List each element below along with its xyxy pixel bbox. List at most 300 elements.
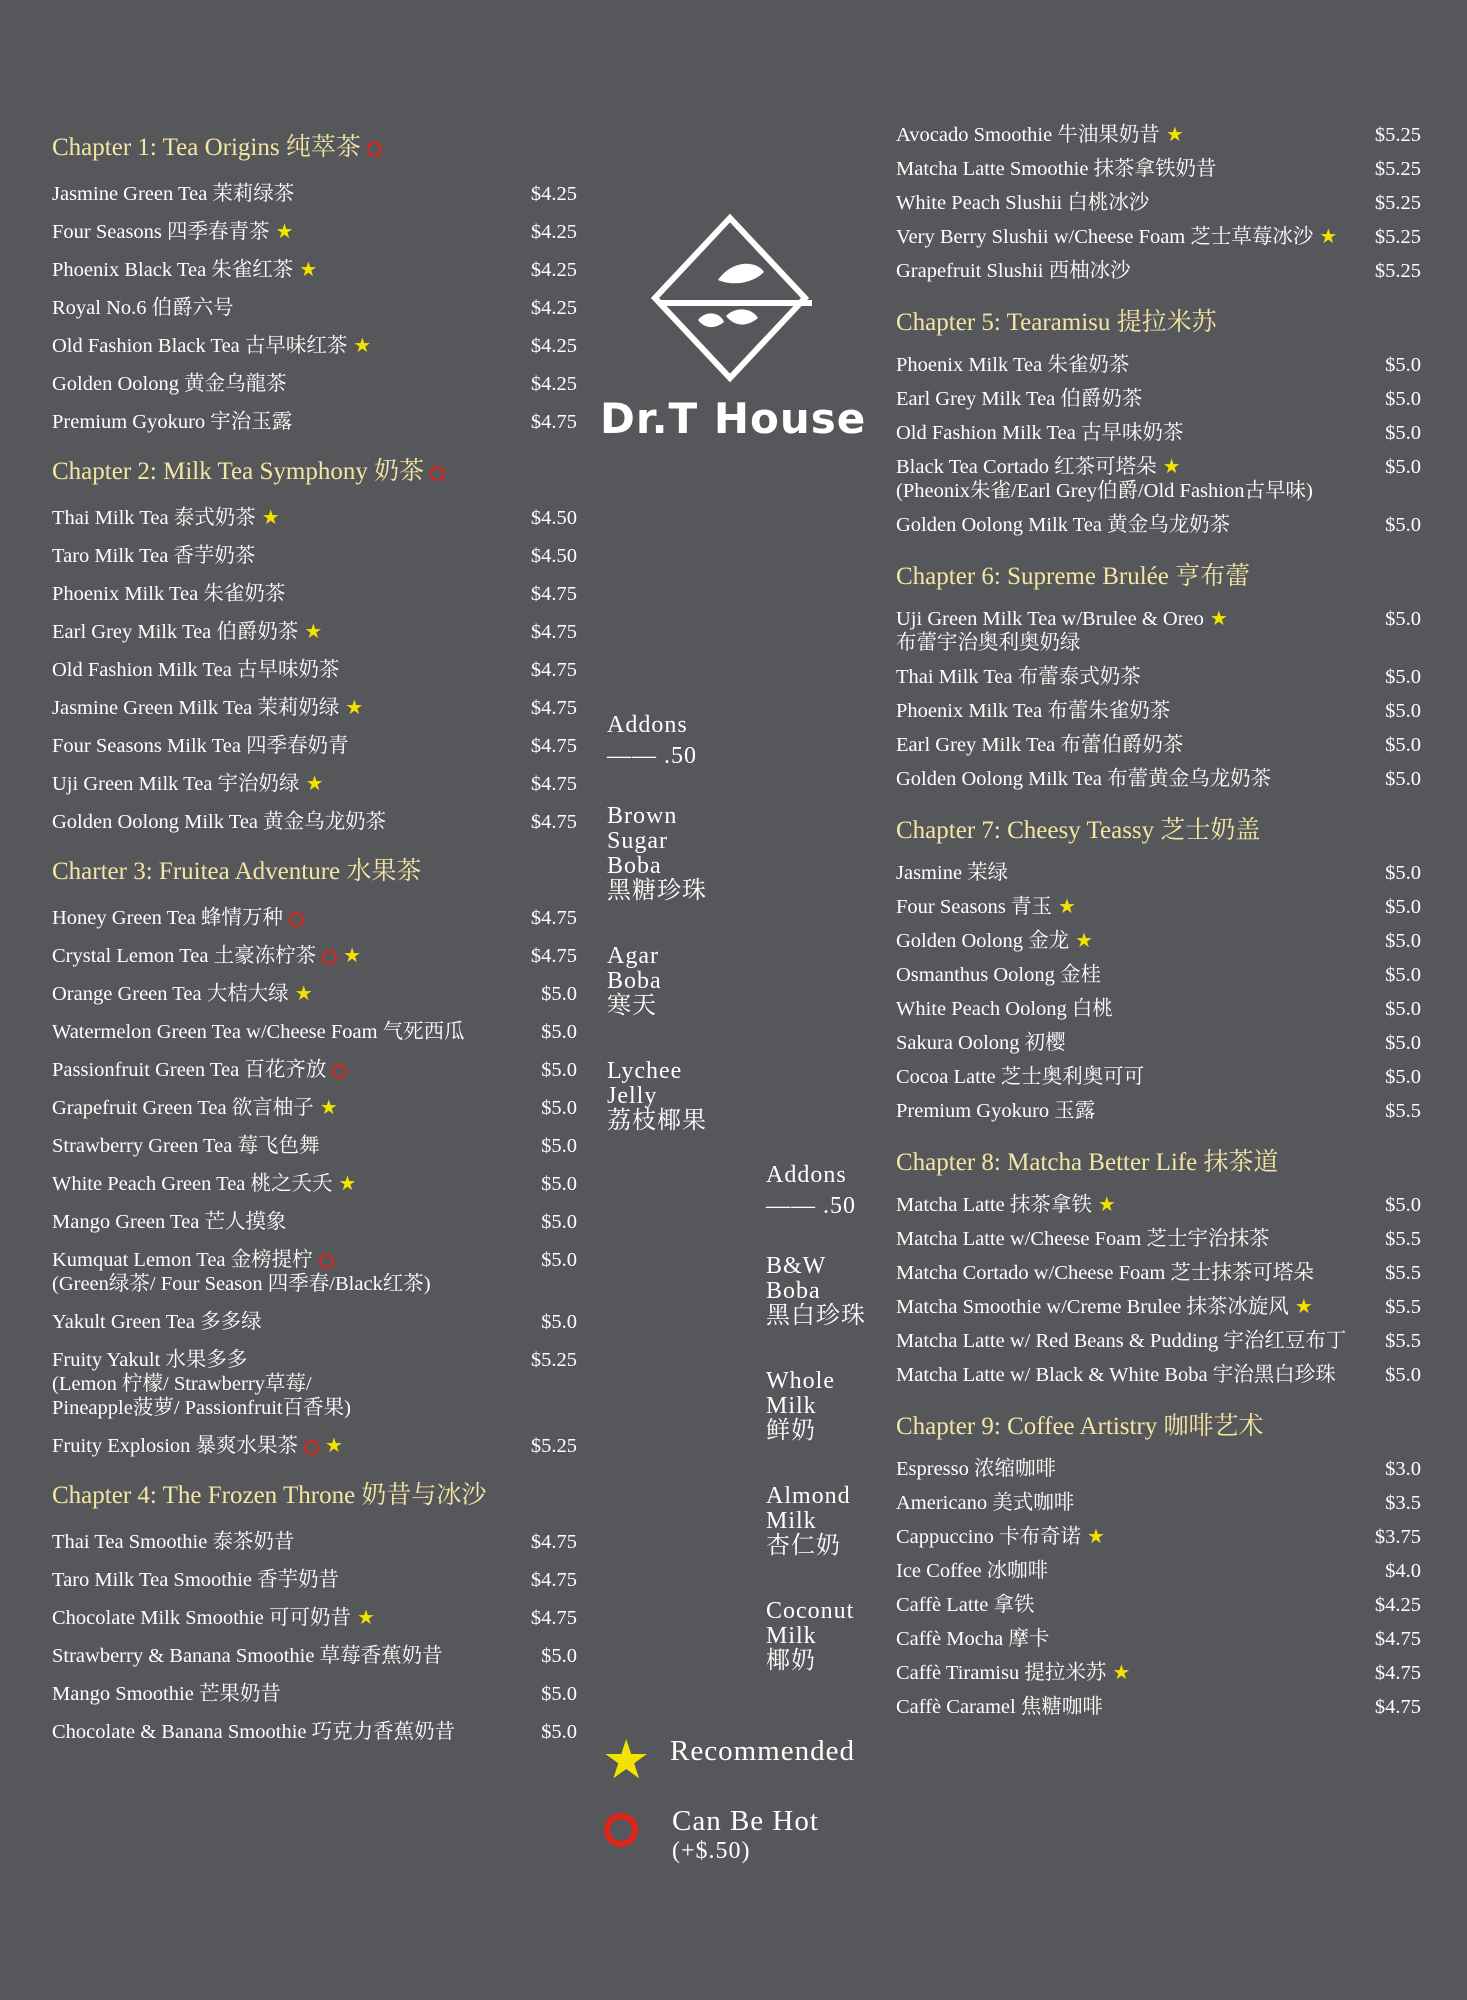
menu-item-price: $4.75 (530, 621, 577, 643)
menu-item-label: Premium Gyokuro 宇治玉露 (52, 411, 293, 433)
menu-item-price: $5.25 (1374, 226, 1421, 248)
menu-item-label: Taro Milk Tea 香芋奶茶 (52, 545, 256, 567)
menu-item-name (52, 582, 509, 606)
menu-item-price: $5.0 (541, 1249, 577, 1271)
menu-item-label: Americano 美式咖啡 (896, 1492, 1075, 1514)
menu-item (896, 1193, 1421, 1217)
star-icon: ★ (343, 945, 362, 967)
menu-item-label: Matcha Latte w/ Black & White Boba 宇治黑白珍珠 (896, 1364, 1336, 1386)
star-icon: ★ (356, 1607, 375, 1629)
menu-item-name (896, 699, 1353, 723)
addon-line: Brown (607, 803, 678, 829)
menu-item-price: $5.0 (541, 1645, 577, 1667)
menu-item (52, 1134, 577, 1158)
menu-item-label: Old Fashion Black Tea 古早味红茶 (52, 335, 348, 357)
addon-line: 黑白珍珠 (766, 1303, 866, 1329)
menu-item (896, 1031, 1421, 1055)
menu-item (896, 665, 1421, 689)
menu-item (52, 772, 577, 796)
legend-recommended (602, 1730, 855, 1790)
menu-item-price: $5.0 (1385, 700, 1421, 722)
menu-item-price: $5.0 (541, 983, 577, 1005)
star-icon: ★ (338, 1173, 357, 1195)
menu-item-name (52, 1020, 509, 1044)
chapter-title (52, 132, 577, 164)
chapter-title-text: Chapter 5: Tearamisu 提拉米苏 (896, 309, 1217, 336)
star-icon: ★ (299, 259, 318, 281)
menu-item-name (52, 696, 509, 720)
menu-item (896, 1661, 1421, 1685)
addon-line: 寒天 (607, 993, 657, 1019)
hot-ring-icon (332, 1064, 347, 1079)
menu-item-price: $5.25 (530, 1435, 577, 1457)
menu-item-label: Jasmine Green Milk Tea 茉莉奶绿 (52, 697, 340, 719)
menu-item-price: $4.75 (530, 907, 577, 929)
menu-item-name (896, 513, 1353, 537)
menu-item-price: $4.75 (1374, 1696, 1421, 1718)
menu-item-price: $5.0 (1385, 1364, 1421, 1386)
menu-item-label: Four Seasons Milk Tea 四季春奶青 (52, 735, 349, 757)
addon-line: Milk (766, 1623, 817, 1649)
chapter-title-text: Chapter 4: The Frozen Throne 奶昔与冰沙 (52, 1482, 487, 1509)
menu-item (52, 410, 577, 434)
star-icon: ★ (1087, 1526, 1105, 1548)
star-icon: ★ (1112, 1662, 1131, 1684)
menu-item-name (896, 225, 1353, 249)
menu-item-name (896, 963, 1353, 987)
menu-item (896, 1627, 1421, 1651)
menu-item-label: Matcha Latte Smoothie 抹茶拿铁奶昔 (896, 158, 1217, 180)
menu-item-name (52, 1210, 509, 1234)
menu-item-label: Golden Oolong Milk Tea 黄金乌龙奶茶 (52, 811, 387, 833)
menu-item-options: (Lemon 柠檬/ Strawberry草莓/ (52, 1373, 312, 1395)
menu-item (52, 1310, 577, 1334)
menu-left-column (52, 132, 577, 1766)
addons-price: —— .50 (607, 743, 697, 769)
menu-item-label: Ice Coffee 冰咖啡 (896, 1560, 1049, 1582)
menu-item-name (896, 733, 1353, 757)
menu-item-price: $5.25 (1374, 260, 1421, 282)
menu-item-label: Golden Oolong 黄金乌龍茶 (52, 373, 287, 395)
menu-item-name (52, 372, 509, 396)
menu-item-price: $5.0 (1385, 422, 1421, 444)
menu-item-price: $5.0 (1385, 1066, 1421, 1088)
addons-heading: Addons (607, 712, 688, 738)
menu-item-name (896, 1065, 1353, 1089)
legend (602, 1730, 855, 1885)
addon-line: Whole (766, 1368, 835, 1394)
chapter-title (896, 1411, 1421, 1443)
menu-item (896, 455, 1421, 503)
chapter-title-text: Chapter 8: Matcha Better Life 抹茶道 (896, 1149, 1279, 1176)
menu-item-price: $5.0 (1385, 768, 1421, 790)
menu-item-name (896, 1363, 1353, 1387)
menu-item-name (52, 1058, 509, 1082)
menu-item-name (896, 353, 1353, 377)
menu-item-price: $5.0 (541, 1135, 577, 1157)
menu-item-price: $4.75 (530, 583, 577, 605)
menu-chapter (896, 1147, 1421, 1387)
menu-item (896, 1491, 1421, 1515)
menu-item (896, 1593, 1421, 1617)
menu-item-label: Fruity Explosion 暴爽水果茶 (52, 1435, 299, 1457)
menu-item-price: $5.0 (1385, 514, 1421, 536)
menu-item-name (896, 997, 1353, 1021)
menu-item (896, 353, 1421, 377)
menu-item-name (896, 1491, 1353, 1515)
star-icon: ★ (1294, 1296, 1313, 1318)
menu-item (896, 1065, 1421, 1089)
addon-item (766, 1369, 866, 1444)
menu-item-label: Caffè Mocha 摩卡 (896, 1628, 1050, 1650)
hot-ring-icon (319, 1254, 334, 1269)
menu-item (896, 1457, 1421, 1481)
menu-item-label: Mango Green Tea 芒人摸象 (52, 1211, 287, 1233)
menu-item-price: $5.5 (1385, 1100, 1421, 1122)
hot-ring-icon (322, 950, 337, 965)
menu-item-name (52, 1172, 509, 1196)
menu-item (896, 225, 1421, 249)
legend-hot-label: Can Be Hot (672, 1805, 819, 1837)
menu-item (896, 963, 1421, 987)
menu-item-price: $4.25 (530, 183, 577, 205)
menu-item (52, 1248, 577, 1296)
chapter-title (52, 856, 577, 888)
menu-item-label: White Peach Slushii 白桃冰沙 (896, 192, 1150, 214)
menu-item-price: $5.5 (1385, 1296, 1421, 1318)
menu-item-name (52, 906, 509, 930)
menu-item-label: Golden Oolong Milk Tea 布蕾黄金乌龙奶茶 (896, 768, 1272, 790)
menu-item-name (896, 607, 1353, 655)
menu-item-name (52, 1248, 509, 1296)
menu-item-price: $4.25 (530, 221, 577, 243)
menu-item-price: $5.0 (1385, 608, 1421, 630)
menu-item-label: Caffè Latte 拿铁 (896, 1594, 1035, 1616)
menu-item (52, 1210, 577, 1234)
menu-item (896, 1227, 1421, 1251)
addon-line: Boba (607, 968, 662, 994)
menu-item (896, 1363, 1421, 1387)
star-icon: ★ (1058, 896, 1076, 918)
menu-item (896, 123, 1421, 147)
brand-name: Dr.T House (600, 394, 867, 443)
menu-item-label: Old Fashion Milk Tea 古早味奶茶 (52, 659, 340, 681)
menu-item-price: $5.25 (1374, 158, 1421, 180)
menu-item-price: $5.5 (1385, 1330, 1421, 1352)
addon-line: 杏仁奶 (766, 1533, 841, 1559)
menu-item-price: $5.0 (1385, 456, 1421, 478)
menu-item (52, 220, 577, 244)
menu-item-label: White Peach Oolong 白桃 (896, 998, 1113, 1020)
menu-chapter (896, 1411, 1421, 1719)
menu-item-name (52, 944, 509, 968)
menu-item-price: $5.0 (541, 1721, 577, 1743)
menu-item (896, 699, 1421, 723)
menu-chapter (896, 561, 1421, 791)
menu-item (52, 544, 577, 568)
menu-item-name (52, 1348, 509, 1420)
addons-section-a (607, 713, 707, 1174)
addon-line: Coconut (766, 1598, 855, 1624)
addon-line: Almond (766, 1483, 851, 1509)
menu-item-name (896, 387, 1353, 411)
menu-item-name (52, 1644, 509, 1668)
star-icon: ★ (1075, 930, 1094, 952)
menu-item-price: $4.75 (530, 735, 577, 757)
menu-item-price: $5.0 (541, 1059, 577, 1081)
chapter-title (896, 815, 1421, 847)
hot-ring-icon (604, 1813, 638, 1847)
menu-item-price: $5.0 (1385, 896, 1421, 918)
menu-item (896, 513, 1421, 537)
star-icon: ★ (345, 697, 364, 719)
menu-item-label: Uji Green Milk Tea w/Brulee & Oreo (896, 608, 1204, 630)
menu-item-name (896, 1593, 1353, 1617)
menu-item-label: White Peach Green Tea 桃之夭夭 (52, 1173, 333, 1195)
menu-item-label: Osmanthus Oolong 金桂 (896, 964, 1101, 986)
menu-item-price: $3.5 (1385, 1492, 1421, 1514)
addons-section-b (766, 1163, 866, 1714)
menu-item (52, 1348, 577, 1420)
menu-item-price: $5.5 (1385, 1262, 1421, 1284)
menu-item-price: $4.75 (1374, 1628, 1421, 1650)
menu-item-label: Phoenix Black Tea 朱雀红茶 (52, 259, 294, 281)
menu-item-price: $5.0 (1385, 666, 1421, 688)
addons-heading: Addons (766, 1162, 847, 1188)
menu-item (896, 733, 1421, 757)
hot-ring-icon (289, 912, 304, 927)
menu-item (52, 810, 577, 834)
menu-item-name (896, 1329, 1356, 1353)
star-icon: ★ (1319, 226, 1338, 248)
menu-item-name (52, 506, 509, 530)
hot-ring-icon (367, 142, 382, 157)
menu-item-label: Jasmine 茉绿 (896, 862, 1009, 884)
menu-chapter (52, 856, 577, 1458)
menu-item-name (896, 1627, 1353, 1651)
menu-item (896, 1295, 1421, 1319)
menu-item-name (896, 1099, 1353, 1123)
star-icon: ★ (275, 221, 294, 243)
menu-item-name (896, 1695, 1353, 1719)
menu-item-label: Thai Milk Tea 布蕾泰式奶茶 (896, 666, 1141, 688)
logo (600, 208, 878, 443)
menu-item-price: $5.5 (1385, 1228, 1421, 1250)
star-icon: ★ (319, 1097, 338, 1119)
menu-item (52, 372, 577, 396)
chapter-title-text: Charter 3: Fruitea Adventure 水果茶 (52, 858, 422, 885)
menu-item-name (52, 1682, 509, 1706)
menu-chapter (52, 132, 577, 434)
menu-item-label: Yakult Green Tea 多多绿 (52, 1311, 262, 1333)
menu-item-name (896, 1295, 1353, 1319)
chapter-title-text: Chapter 1: Tea Origins 纯萃茶 (52, 134, 361, 161)
menu-item-name (896, 1193, 1353, 1217)
menu-item (896, 1099, 1421, 1123)
menu-item-label: Cocoa Latte 芝士奥利奥可可 (896, 1066, 1145, 1088)
menu-item (896, 1329, 1421, 1353)
menu-item-name (52, 1530, 509, 1554)
menu-item (896, 387, 1421, 411)
menu-item-label: Sakura Oolong 初樱 (896, 1032, 1066, 1054)
menu-item (52, 696, 577, 720)
menu-item-name (52, 772, 509, 796)
star-icon: ★ (294, 983, 313, 1005)
menu-item-price: $3.75 (1374, 1526, 1421, 1548)
menu-item-price: $4.25 (530, 259, 577, 281)
menu-chapter (896, 123, 1421, 283)
menu-item-label: Taro Milk Tea Smoothie 香芋奶昔 (52, 1569, 340, 1591)
chapter-title (896, 307, 1421, 339)
menu-item (896, 1695, 1421, 1719)
addon-line: Boba (766, 1278, 821, 1304)
legend-recommended-label: Recommended (670, 1735, 855, 1767)
menu-item-price: $5.0 (541, 1173, 577, 1195)
addon-line: B&W (766, 1253, 827, 1279)
menu-item-price: $4.25 (1374, 1594, 1421, 1616)
menu-item-price: $4.50 (530, 507, 577, 529)
menu-item (52, 1058, 577, 1082)
legend-hot (602, 1805, 855, 1865)
menu-item (52, 1530, 577, 1554)
addon-line: 荔枝椰果 (607, 1108, 707, 1134)
menu-item-options: Pineapple菠萝/ Passionfruit百香果) (52, 1397, 351, 1419)
menu-item-label: Thai Tea Smoothie 泰茶奶昔 (52, 1531, 295, 1553)
menu-chapter (896, 815, 1421, 1123)
addon-item (607, 1059, 707, 1134)
chapter-title (896, 1147, 1421, 1179)
menu-item (52, 1568, 577, 1592)
menu-item-name (52, 258, 509, 282)
menu-item-label: Espresso 浓缩咖啡 (896, 1458, 1057, 1480)
menu-item-price: $4.75 (1374, 1662, 1421, 1684)
menu-item-name (896, 421, 1353, 445)
addon-line: 黑糖珍珠 (607, 878, 707, 904)
menu-item-name (52, 1134, 509, 1158)
menu-item-label: Black Tea Cortado 红茶可塔朵 (896, 456, 1157, 478)
menu-item (52, 182, 577, 206)
menu-item-label: Fruity Yakult 水果多多 (52, 1349, 248, 1371)
menu-item-name (896, 157, 1353, 181)
chapter-title-text: Chapter 2: Milk Tea Symphony 奶茶 (52, 458, 425, 485)
menu-item-price: $4.75 (530, 1607, 577, 1629)
menu-item-name (896, 929, 1353, 953)
menu-item (52, 506, 577, 530)
addon-line: Lychee (607, 1058, 683, 1084)
menu-item-label: Strawberry Green Tea 莓飞色舞 (52, 1135, 320, 1157)
menu-item-name (896, 1457, 1353, 1481)
menu-item (52, 1720, 577, 1744)
menu-item (52, 982, 577, 1006)
menu-item-name (52, 544, 509, 568)
menu-item-price: $4.75 (530, 659, 577, 681)
menu-item (52, 1172, 577, 1196)
menu-item-name (896, 665, 1353, 689)
menu-item-label: Phoenix Milk Tea 朱雀奶茶 (896, 354, 1130, 376)
menu-item-label: Matcha Smoothie w/Creme Brulee 抹茶冰旋风 (896, 1296, 1289, 1318)
menu-item (896, 767, 1421, 791)
menu-item (52, 1020, 577, 1044)
menu-item-name (896, 1525, 1353, 1549)
menu-item-price: $4.50 (530, 545, 577, 567)
menu-item (896, 1261, 1421, 1285)
star-icon: ★ (1097, 1194, 1116, 1216)
menu-item (896, 421, 1421, 445)
menu-item-price: $5.0 (541, 1097, 577, 1119)
menu-item-label: Phoenix Milk Tea 朱雀奶茶 (52, 583, 286, 605)
menu-item-name (52, 1568, 509, 1592)
menu-item-price: $4.0 (1385, 1560, 1421, 1582)
menu-item-label: Phoenix Milk Tea 布蕾朱雀奶茶 (896, 700, 1171, 722)
menu-item-price: $5.0 (1385, 734, 1421, 756)
menu-item-name (52, 810, 509, 834)
menu-item-options: (Green绿茶/ Four Season 四季春/Black红茶) (52, 1273, 431, 1295)
menu-item (896, 929, 1421, 953)
menu-item-name (896, 895, 1353, 919)
menu-item-price: $4.75 (530, 945, 577, 967)
menu-item (896, 1559, 1421, 1583)
menu-item-name (896, 455, 1353, 503)
menu-item-name (52, 620, 509, 644)
menu-item-price: $3.0 (1385, 1458, 1421, 1480)
menu-item-label: Matcha Cortado w/Cheese Foam 芝士抹茶可塔朵 (896, 1262, 1314, 1284)
menu-item-label: Passionfruit Green Tea 百花齐放 (52, 1059, 327, 1081)
menu-item-label: Cappuccino 卡布奇诺 (896, 1526, 1082, 1548)
menu-item-price: $4.25 (530, 297, 577, 319)
menu-item-price: $5.0 (1385, 1194, 1421, 1216)
menu-item-name (52, 1434, 509, 1458)
menu-item-name (52, 734, 509, 758)
hot-ring-icon (430, 466, 445, 481)
menu-item (52, 1096, 577, 1120)
menu-item-name (52, 1720, 509, 1744)
addon-item (766, 1484, 866, 1559)
menu-item-label: Orange Green Tea 大桔大绿 (52, 983, 289, 1005)
menu-item-label: Old Fashion Milk Tea 古早味奶茶 (896, 422, 1184, 444)
menu-item-price: $4.25 (530, 335, 577, 357)
menu-item-price: $5.0 (541, 1311, 577, 1333)
addons-list (766, 1254, 866, 1674)
menu-item-price: $4.75 (530, 773, 577, 795)
menu-item-price: $4.75 (530, 811, 577, 833)
menu-item-name (52, 1096, 509, 1120)
addon-line: Boba (607, 853, 662, 879)
menu-item-price: $5.0 (541, 1683, 577, 1705)
menu-item-name (896, 123, 1353, 147)
menu-item-label: Kumquat Lemon Tea 金榜提柠 (52, 1249, 313, 1271)
menu-chapter (52, 1480, 577, 1744)
menu-item (52, 1606, 577, 1630)
menu-item-label: Earl Grey Milk Tea 布蕾伯爵奶茶 (896, 734, 1184, 756)
menu-item (52, 296, 577, 320)
star-icon: ★ (325, 1435, 343, 1457)
menu-item-options: 布蕾宇治奥利奥奶绿 (896, 632, 1081, 654)
menu-right-column (896, 123, 1421, 1743)
tea-leaf-logo-icon (640, 208, 820, 388)
menu-item-name (896, 191, 1353, 215)
menu-item-label: Thai Milk Tea 泰式奶茶 (52, 507, 256, 529)
menu-item (896, 157, 1421, 181)
menu-item-label: Four Seasons 四季春青茶 (52, 221, 270, 243)
addon-item (766, 1254, 866, 1329)
star-icon: ★ (1165, 124, 1184, 146)
addons-price: —— .50 (766, 1193, 856, 1219)
menu-item-label: Grapefruit Green Tea 欲言柚子 (52, 1097, 314, 1119)
menu-item (52, 658, 577, 682)
menu-item-name (896, 1227, 1353, 1251)
addon-line: Sugar (607, 828, 668, 854)
star-icon: ★ (304, 621, 323, 643)
